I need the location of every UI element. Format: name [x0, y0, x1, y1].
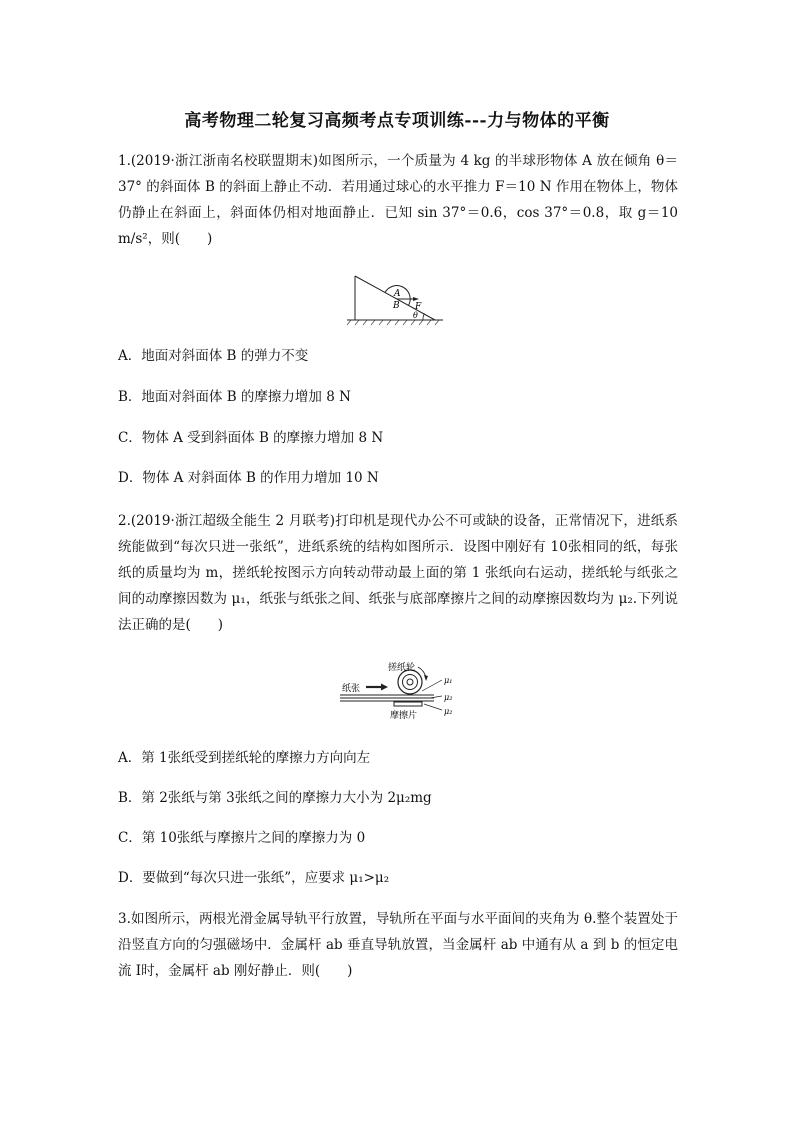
- q2-option-c: C．第 10张纸与摩擦片之间的摩擦力为 0: [118, 830, 366, 846]
- q1-option-c: C．物体 A 受到斜面体 B 的摩擦力增加 8 N: [118, 430, 384, 446]
- q1-option-b: B．地面对斜面体 B 的摩擦力增加 8 N: [118, 389, 351, 405]
- q1-option-d: D．物体 A 对斜面体 B 的作用力增加 10 N: [118, 470, 379, 486]
- label-A: A: [394, 289, 401, 299]
- label-paper: 纸张: [342, 684, 361, 694]
- incline-figure: [345, 272, 445, 328]
- label-mu2-top: μ₂: [444, 693, 453, 702]
- question-3-text: 3.如图所示，两根光滑金属导轨平行放置，导轨所在平面与水平面间的夹角为 θ.整个装置处于沿竖直方向的匀强磁场中．金属杆 ab 垂直导轨放置，当金属杆 ab 中通有从 a 到 b 的恒定电流 I时，金属杆 ab 刚好静止．则( ): [118, 911, 678, 979]
- label-B: B: [393, 301, 400, 311]
- label-F: F: [415, 302, 422, 312]
- label-roller: 搓纸轮: [388, 663, 416, 673]
- label-mu1: μ₁: [444, 676, 453, 685]
- paper-feed-figure: [338, 660, 466, 722]
- label-mu2-bottom: μ₂: [444, 707, 453, 716]
- question-2-text: 2.(2019·浙江超级全能生 2 月联考)打印机是现代办公不可或缺的设备，正常情况下，进纸系统能做到“每次只进一张纸”，进纸系统的结构如图所示．设图中刚好有 10张相同的纸，每张纸的质量均为 m，搓纸轮按图示方向转动带动最上面的第 1 张纸向右运动，搓纸轮与纸张之间的动摩擦因数为 μ₁，纸张与纸张之间、纸张与底部摩擦片之间的动摩擦因数均为 μ₂.下列说法正确的是( ): [118, 513, 678, 633]
- q2-option-a: A．第 1张纸受到搓纸轮的摩擦力方向向左: [118, 750, 371, 766]
- q2-option-b: B．第 2张纸与第 3张纸之间的摩擦力大小为 2μ₂mg: [118, 790, 432, 806]
- q1-option-a: A．地面对斜面体 B 的弹力不变: [118, 348, 309, 364]
- label-pad: 摩擦片: [390, 711, 418, 721]
- label-theta: θ: [413, 311, 418, 320]
- question-1-text: 1.(2019·浙江浙南名校联盟期末)如图所示，一个质量为 4 kg 的半球形物体 A 放在倾角 θ＝37° 的斜面体 B 的斜面上静止不动．若用通过球心的水平推力 F＝10 N 作用在物体上，物体仍静止在斜面上，斜面体仍相对地面静止．已知 sin 37°＝0.6，cos 37°＝0.8，取 g＝10 m/s²，则( ): [118, 153, 678, 247]
- page-title: 高考物理二轮复习高频考点专项训练---力与物体的平衡: [184, 111, 610, 131]
- q2-option-d: D．要做到“每次只进一张纸”，应要求 μ₁>μ₂: [118, 870, 390, 886]
